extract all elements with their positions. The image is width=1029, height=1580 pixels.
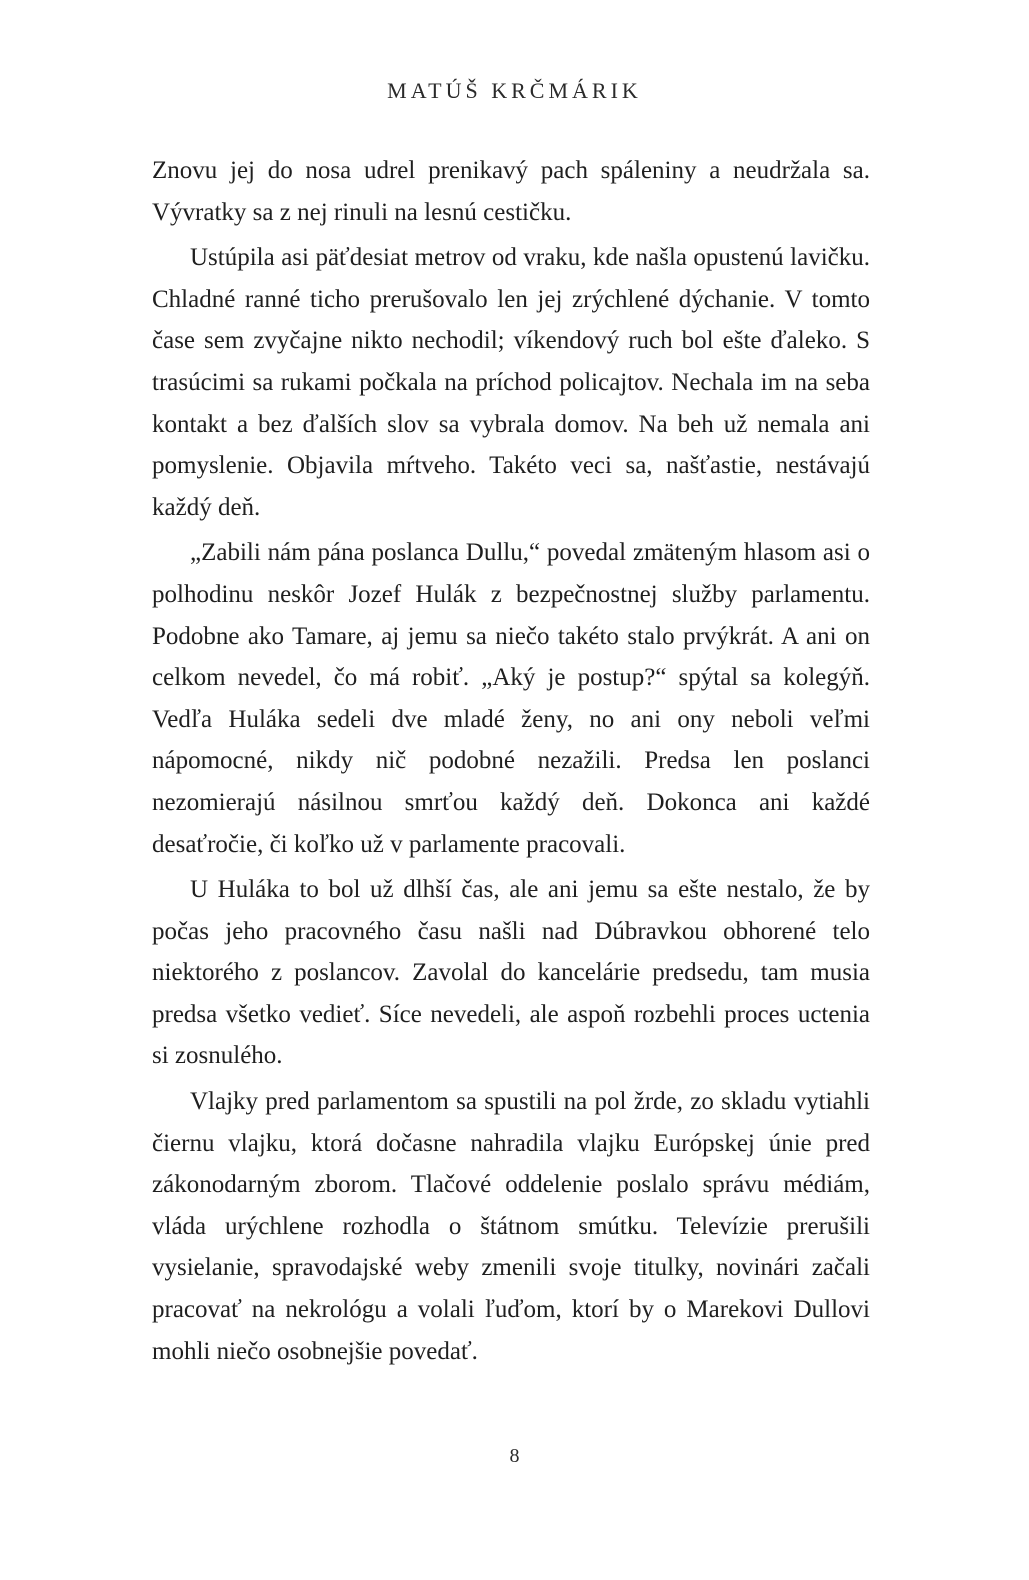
paragraph: Znovu jej do nosa udrel prenikavý pach spáleniny a neudržala sa. Vývratky sa z nej rinuli na lesnú cestičku.	[152, 157, 870, 226]
paragraph: Ustúpila asi päťdesiat metrov od vraku, kde našla opustenú lavičku. Chladné ranné ticho prerušovalo len jej zrýchlené dýchanie. V tomto čase sem zvyčajne nikto nechodil; víkendový ruch bol ešte ďaleko. S trasúcimi sa rukami počkala na príchod policajtov. Nechala im na seba kontakt a bez ďalších slov sa vybrala domov. Na beh už nemala ani pomyslenie. Objavila mŕtveho. Takéto veci sa, našťastie, nestávajú každý deň.	[152, 244, 870, 521]
paragraph: Vlajky pred parlamentom sa spustili na pol žrde, zo skladu vytiahli čiernu vlajku, ktorá dočasne nahradila vlajku Európskej únie pred zákonodarným zborom. Tlačové oddelenie poslalo správu médiám, vláda urýchlene rozhodla o štátnom smútku. Televízie prerušili vysielanie, spravodajské weby zmenili svoje titulky, novinári začali pracovať na nekrológu a volali ľuďom, ktorí by o Marekovi Dullovi mohli niečo osobnejšie povedať.	[152, 1088, 870, 1365]
paragraph: „Zabili nám pána poslanca Dullu,“ povedal zmäteným hlasom asi o polhodinu neskôr Jozef Hulák z bezpečnostnej služby parlamentu. Podobne ako Tamare, aj jemu sa niečo takéto stalo prvýkrát. A ani on celkom nevedel, čo má robiť. „Aký je postup?“ spýtal sa kolegýň. Vedľa Huláka sedeli dve mladé ženy, no ani ony neboli veľmi nápomocné, nikdy nič podobné nezažili. Predsa len poslanci nezomierajú násilnou smrťou každý deň. Dokonca ani každé desaťročie, či koľko už v parlamente pracovali.	[152, 539, 870, 858]
body-text	[152, 150, 870, 1420]
paragraph: U Huláka to bol už dlhší čas, ale ani jemu sa ešte nestalo, že by počas jeho pracovného času našli nad Dúbravkou obhorené telo niektorého z poslancov. Zavolal do kancelárie predsedu, tam musia predsa všetko vedieť. Síce nevedeli, ale aspoň rozbehli proces uctenia si zosnulého.	[152, 876, 870, 1070]
page-number: 8	[509, 1445, 520, 1467]
running-header-author: MATÚŠ KRČMÁRIK	[387, 78, 642, 103]
